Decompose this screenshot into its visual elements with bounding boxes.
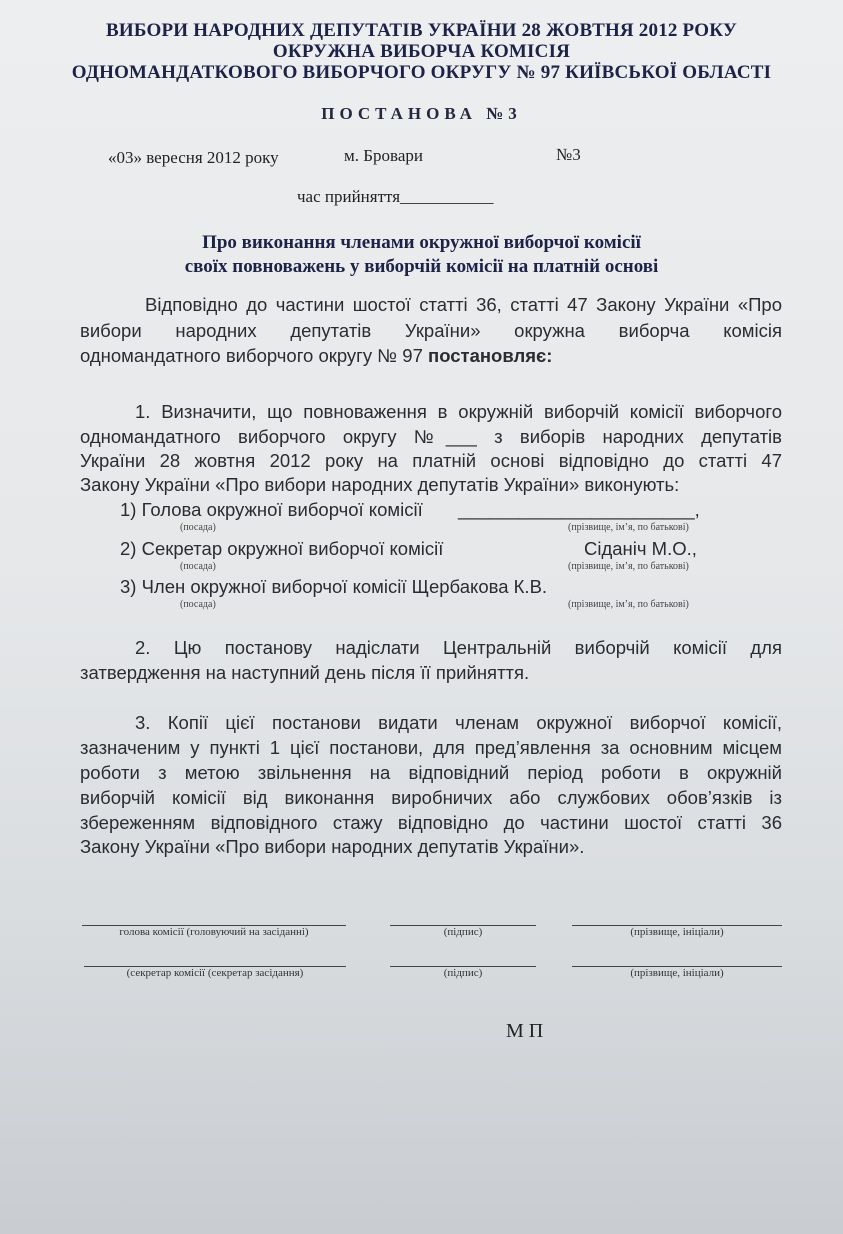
signature-secretary-sign-caption: (підпис): [443, 967, 483, 979]
member-1-position: 1) Голова окружної виборчої комісії: [120, 499, 423, 520]
item2-line-1: 2. Цю постанову надіслати Центральній виборчій комісії для: [135, 637, 782, 658]
item3-line-5: збереженням відповідного стажу відповідно до частини шостої статті 36: [80, 812, 782, 833]
preamble-text: одномандатного виборчого округу № 97: [80, 345, 429, 366]
signature-chair-role-caption: голова комісії (головуючий на засіданні): [119, 926, 309, 938]
signature-secretary-role-caption: (секретар комісії (секретар засідання): [126, 967, 304, 979]
resolution-title: ПОСТАНОВА №3: [321, 104, 522, 123]
subject-line-2: своїх повноважень у виборчій комісії на платній основі: [184, 256, 659, 277]
item3-line-1: 3. Копії цієї постанови видати членам окружної виборчої комісії,: [135, 712, 782, 733]
preamble-line-2: вибори народних депутатів України» окружна виборча комісія: [80, 320, 782, 341]
header-district: ОДНОМАНДАТКОВОГО ВИБОРЧОГО ОКРУГУ № 97 КИЇВСЬКОЇ ОБЛАСТІ: [71, 62, 772, 83]
member-1-name-caption: (прізвище, ім’я, по батькові): [568, 522, 689, 533]
item3-line-2: зазначеним у пункті 1 цієї постанови, для пред’явлення за основним місцем: [80, 737, 782, 758]
item3-line-3: роботи з метою звільнення на відповідний період роботи в окружній: [80, 762, 782, 783]
stamp-place: М П: [506, 1020, 544, 1042]
member-3-position-caption: (посада): [180, 599, 216, 610]
item2-line-2: затвердження на наступний день після її прийняття.: [80, 662, 530, 683]
resolution-city: м. Бровари: [344, 146, 423, 165]
item1-line-1: 1. Визначити, що повноваження в окружній виборчій комісії виборчого: [135, 401, 782, 422]
member-2-position: 2) Секретар окружної виборчої комісії: [120, 538, 444, 559]
resolution-number: №3: [556, 145, 581, 164]
item1-line-4: Закону України «Про вибори народних депутатів України» виконують:: [80, 474, 680, 495]
member-2-position-caption: (посада): [180, 561, 216, 572]
header-commission: ОКРУЖНА ВИБОРЧА КОМІСІЯ: [272, 41, 571, 62]
signature-chair-sign-caption: (підпис): [443, 926, 483, 938]
member-1-position-caption: (посада): [180, 522, 216, 533]
item3-line-6: Закону України «Про вибори народних депутатів України».: [80, 836, 585, 857]
subject-line-1: Про виконання членами окружної виборчої комісії: [202, 232, 641, 253]
member-1-name: _______________________,: [458, 499, 700, 520]
preamble-line-3: [80, 345, 552, 367]
item3-line-4: виборчій комісії від виконання виробничих або службових обов’язків із: [80, 787, 782, 808]
item1-line-2: одномандатного виборчого округу №___ з виборів народних депутатів: [80, 426, 782, 447]
signature-secretary-name-caption: (прізвище, ініціали): [630, 967, 724, 979]
preamble-line-1: Відповідно до частини шостої статті 36, статті 47 Закону України «Про: [145, 294, 782, 315]
member-3-position: 3) Член окружної виборчої комісії Щербакова К.В.: [120, 576, 548, 597]
item1-line-3: України 28 жовтня 2012 року на платній основі відповідно до статті 47: [80, 450, 782, 471]
header-election: ВИБОРИ НАРОДНИХ ДЕПУТАТІВ УКРАЇНИ 28 ЖОВТНЯ 2012 РОКУ: [106, 20, 737, 41]
adoption-time: час прийняття___________: [297, 187, 494, 206]
preamble-decides: постановляє:: [428, 345, 553, 366]
member-2-name: Сіданіч М.О.,: [584, 538, 697, 559]
resolution-date: «03» вересня 2012 року: [108, 148, 279, 167]
member-2-name-caption: (прізвище, ім’я, по батькові): [568, 561, 689, 572]
member-3-name-caption: (прізвище, ім’я, по батькові): [568, 599, 689, 610]
signature-chair-name-caption: (прізвище, ініціали): [630, 926, 724, 938]
